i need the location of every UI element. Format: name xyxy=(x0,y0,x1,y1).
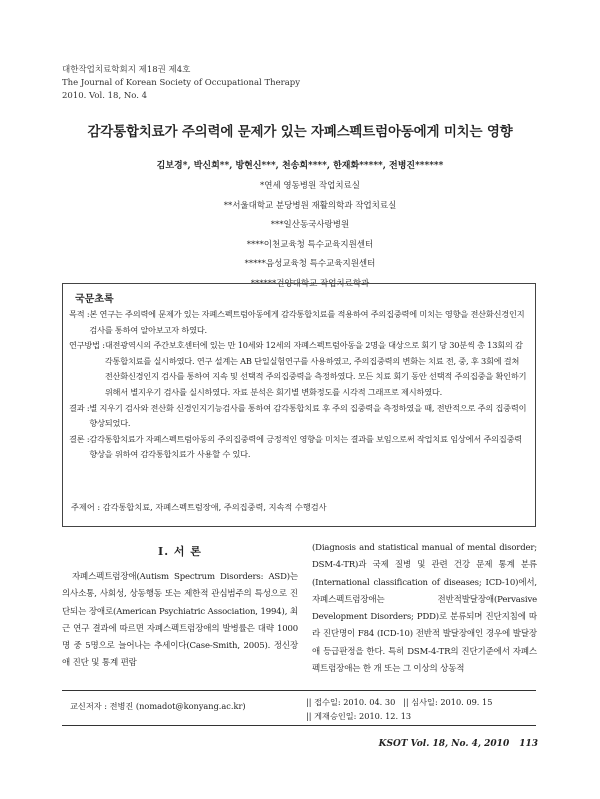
section-heading-introduction: Ⅰ. 서 론 xyxy=(158,545,202,558)
page-number: 113 xyxy=(519,739,538,749)
footnote-box xyxy=(62,690,536,726)
journal-reference: KSOT Vol. 18, No. 4, 2010 xyxy=(378,739,510,749)
affiliation-list xyxy=(0,177,600,294)
affiliation: ***일산동국사랑병원 xyxy=(270,220,350,230)
abstract-heading: 국문초록 xyxy=(75,294,114,305)
journal-korean-name: 대한작업치료학회지 제18권 제4호 xyxy=(62,65,191,75)
received-date: || 접수일: 2010. 04. 30 xyxy=(306,697,396,707)
abstract-text: 대전광역시의 주간보호센터에 있는 만 10세와 12세의 자폐스펙트럼아동을 2명을 대상으로 회기 당 30분씩 총 13회의 감각통합치료를 실시하였다. 연구 설계는 AB 단일실험연구를 사용하였고, 주의집중력의 변화는 치료 전, 중, 후 3회에 걸쳐 전산화신경인지 검사를 통하여 지속 및 선택적 주의집중력을 측정하였다. 모든 치료 회기 동안 선택적 주의집중을 확인하기 위해서 별지우기 검사를 실시하였다. 자료 분석은 회기별 변화정도를 시각적 그래프로 제시하였다. xyxy=(104,340,527,397)
affiliation: *****음성교육청 특수교육지원센터 xyxy=(244,259,376,269)
abstract-label: 연구방법 : xyxy=(69,340,105,351)
author-list: 김보경*, 박신희**, 방현신***, 천송희****, 한재화*****, 전병진****** xyxy=(156,161,444,171)
affiliation: **서울대학교 분당병원 재활의학과 작업치료실 xyxy=(223,200,397,211)
journal-header xyxy=(62,64,300,103)
body-column-right: (Diagnosis and statistical manual of mental disorder; DSM-4-TR)과 국제 질병 및 관련 건강 문제 통계 분류(International classification of diseases; ICD-10)에서, 자폐스펙트럼장애는 전반적발달장애(Pervasive Development Disorders; PDD)로 분류되며 진단지침에 따라 진단명이 F84 (ICD-10) 전반적 발달장애인 경우에 발달장애 등급판정을 한다. 특히 DSM-4-TR의 진단기준에서 자폐스펙트럼장애는 한 개 또는 그 이상의 상동적 xyxy=(312,543,537,675)
abstract-body xyxy=(69,307,529,463)
abstract-section-conclusion xyxy=(69,432,529,463)
abstract-section-purpose xyxy=(69,307,529,338)
abstract-section-methods xyxy=(69,338,529,400)
abstract-text: 감각통합치료가 자폐스펙트럼아동의 주의집중력에 긍정적인 영향을 미치는 결과를 보임으로써 작업치료 임상에서 주의집중력 향상을 위하여 감각통합치료가 사용할 수 있다. xyxy=(89,433,523,460)
affiliation: ******건양대학교 작업치료학과 xyxy=(250,278,370,289)
abstract-label: 결론 : xyxy=(69,433,90,444)
keywords: 주제어 : 감각통합치료, 자폐스펙트럼장애, 주의집중력, 지속적 수행검사 xyxy=(71,502,327,512)
affiliation: ****이천교육청 특수교육지원센터 xyxy=(246,239,374,250)
abstract-label: 결과 : xyxy=(69,402,90,413)
abstract-box xyxy=(62,283,536,527)
abstract-text: 본 연구는 주의력에 문제가 있는 자폐스펙트럼아동에게 감각통합치료를 적용하여 주의집중력에 미치는 영향을 전산화신경인지검사를 통하여 알아보고자 하였다. xyxy=(89,309,525,335)
page-footer xyxy=(379,739,538,749)
abstract-label: 목적 : xyxy=(69,309,90,319)
journal-volume: 2010. Vol. 18, No. 4 xyxy=(62,91,148,101)
affiliation: *연세 영동병원 작업치료실 xyxy=(260,181,360,191)
submission-dates xyxy=(306,695,492,723)
abstract-section-results xyxy=(69,401,529,432)
correspondence: 교신저자 : 전병진 (nomadot@konyang.ac.kr) xyxy=(70,701,246,711)
abstract-text: 별 지우기 검사와 전산화 신경인지기능검사를 통하여 감각통합치료 후 주의 집중력을 측정하였을 때, 전반적으로 주의 집중력이 향상되었다. xyxy=(89,402,527,429)
reviewed-date: || 심사일: 2010. 09. 15 xyxy=(403,697,493,707)
body-column-left: 자폐스펙트럼장애(Autism Spectrum Disorders: ASD)는 의사소통, 사회성, 상동행동 또는 제한적 관심범주의 특성으로 진단되는 장애로(American Psychiatric Association, 1994), 최근 연구 결과에 따르면 자폐스펙트럼장애의 발병률은 대략 1000명 중 5명으로 늘어나는 추세이다(Case-Smith, 2005). 정신장애 진단 및 통계 편람 xyxy=(62,572,298,669)
journal-english-name: The Journal of Korean Society of Occupational Therapy xyxy=(62,78,301,88)
accepted-date: || 게재승인일: 2010. 12. 13 xyxy=(306,711,412,721)
paper-title: 감각통합치료가 주의력에 문제가 있는 자폐스펙트럼아동에게 미치는 영향 xyxy=(87,124,513,140)
